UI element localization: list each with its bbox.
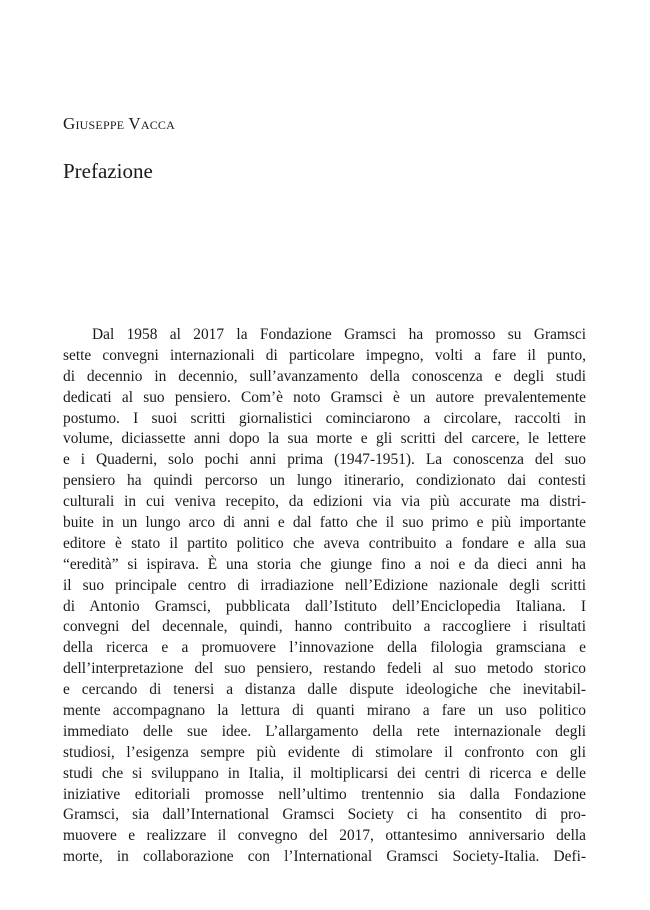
text-line: iniziative editoriali promosse nell’ultimo trentennio sia dalla Fondazione	[63, 785, 586, 803]
text-line: morte, in collaborazione con l’International Gramsci Society-Italia. Defi-	[63, 848, 586, 866]
text-line: postumo. I suoi scritti giornalistici cominciarono a circolare, raccolti in	[63, 409, 586, 427]
chapter-title: Prefazione	[63, 159, 153, 183]
text-line: e i Quaderni, solo pochi anni prima (1947-1951). La conoscenza del suo	[63, 451, 586, 469]
body-paragraph	[63, 325, 586, 868]
text-line: editore è stato il partito politico che aveva contribuito a fondare e alla sua	[63, 534, 586, 552]
text-line: sette convegni internazionali di particolare impegno, volti a fare il punto,	[63, 346, 586, 364]
text-line: culturali in cui veniva recepito, da edizioni via via più accurate ma distri-	[63, 493, 586, 511]
text-line: buite in un lungo arco di anni e dal fatto che il suo primo e più importante	[63, 514, 586, 532]
text-line: mente accompagnano la lettura di quanti mirano a fare un uso politico	[63, 702, 586, 720]
text-line: convegni del decennale, quindi, hanno contribuito a raccogliere i risultati	[63, 618, 586, 636]
author-name: Giuseppe Vacca	[63, 114, 175, 133]
text-line: studi che si sviluppano in Italia, il moltiplicarsi dei centri di ricerca e delle	[63, 764, 586, 782]
text-line: il suo principale centro di irradiazione nell’Edizione nazionale degli scritti	[63, 576, 586, 594]
text-line: Dal 1958 al 2017 la Fondazione Gramsci ha promosso su Gramsci	[92, 326, 586, 343]
text-line: di decennio in decennio, sull’avanzamento della conoscenza e degli studi	[63, 367, 586, 385]
text-line: di Antonio Gramsci, pubblicata dall’Istituto dell’Enciclopedia Italiana. I	[63, 597, 586, 615]
text-line: immediato delle sue idee. L’allargamento della rete internazionale degli	[63, 722, 586, 740]
text-line: studiosi, l’esigenza sempre più evidente di stimolare il confronto con gli	[63, 743, 586, 761]
text-line: pensiero ha quindi percorso un lungo itinerario, condizionato dai contesti	[63, 472, 586, 490]
text-line: e cercando di tenersi a distanza dalle dispute ideologiche che inevitabil-	[63, 681, 586, 699]
text-line: Gramsci, sia dall’International Gramsci Society ci ha consentito di pro-	[63, 806, 586, 824]
text-line: “eredità” si ispirava. È una storia che giunge fino a noi e da dieci anni ha	[63, 555, 586, 573]
text-line: dedicati al suo pensiero. Com’è noto Gramsci è un autore prevalentemente	[63, 388, 586, 406]
text-line: volume, diciassette anni dopo la sua morte e gli scritti del carcere, le lettere	[63, 430, 586, 448]
text-line: muovere e realizzare il convegno del 2017, ottantesimo anniversario della	[63, 827, 586, 845]
text-line: dell’interpretazione del suo pensiero, restando fedeli al suo metodo storico	[63, 660, 586, 678]
text-line: della ricerca e a promuovere l’innovazione della filologia gramsciana e	[63, 639, 586, 657]
